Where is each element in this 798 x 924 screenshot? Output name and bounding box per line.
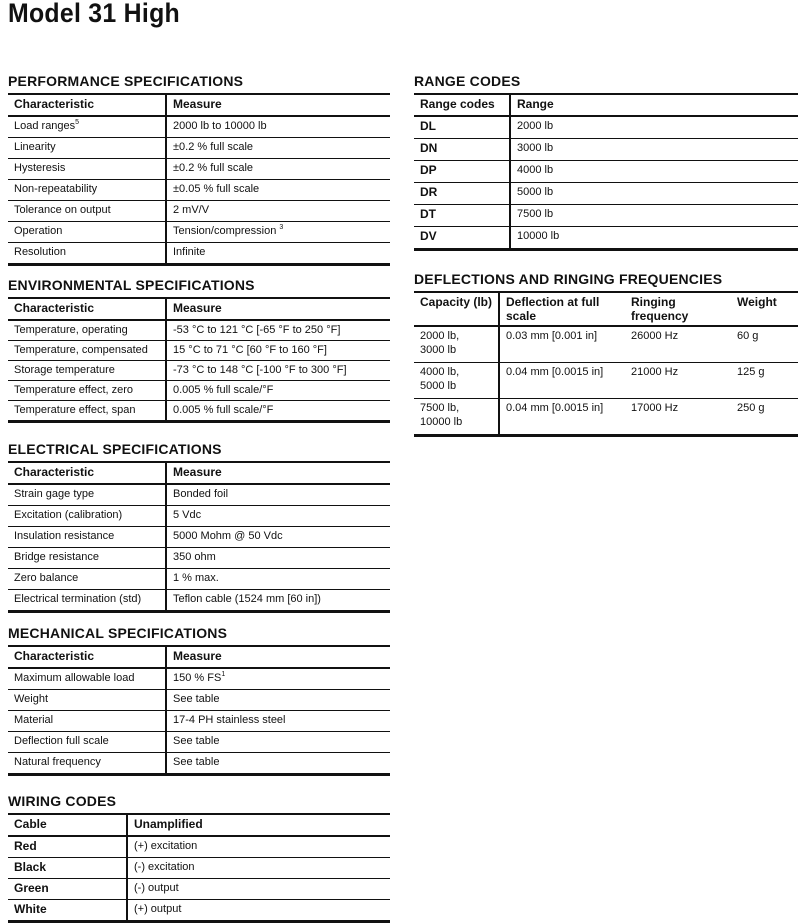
column-header: Measure: [166, 94, 390, 116]
table-row: [8, 753, 390, 775]
measure-cell: 2000 lb to 10000 lb: [166, 116, 390, 138]
measure-cell: ±0.2 % full scale: [166, 159, 390, 180]
range-cell: 10000 lb: [510, 227, 798, 250]
table-row: [414, 139, 798, 161]
range-code-cell: DP: [414, 161, 510, 183]
measure-cell: -53 °C to 121 °C [-65 °F to 250 °F]: [166, 320, 390, 341]
table-row: [8, 381, 390, 401]
table-row: [8, 320, 390, 341]
column-header: Measure: [166, 646, 390, 668]
range-cell: 2000 lb: [510, 116, 798, 139]
measure-cell: Bonded foil: [166, 484, 390, 506]
characteristic-cell: Natural frequency: [8, 753, 166, 775]
table-row: [8, 401, 390, 422]
characteristic-cell: Tolerance on output: [8, 201, 166, 222]
wiring-codes: [8, 793, 390, 923]
deflections-and-ringing-frequencies: [414, 271, 798, 437]
characteristic-cell: Operation: [8, 222, 166, 243]
range-cell: 3000 lb: [510, 139, 798, 161]
characteristic-cell: Insulation resistance: [8, 527, 166, 548]
environmental-table: [8, 297, 390, 423]
column-header: Cable: [8, 814, 127, 836]
characteristic-cell: Hysteresis: [8, 159, 166, 180]
weight-cell: 125 g: [731, 363, 798, 399]
mechanical-specifications: [8, 625, 390, 776]
cable-cell: Red: [8, 836, 127, 858]
range-code-cell: DR: [414, 183, 510, 205]
characteristic-cell: Zero balance: [8, 569, 166, 590]
measure-cell: ±0.05 % full scale: [166, 180, 390, 201]
capacity-cell: 4000 lb, 5000 lb: [414, 363, 499, 399]
column-header: Characteristic: [8, 298, 166, 320]
capacity-cell: 2000 lb, 3000 lb: [414, 326, 499, 363]
table-row: [8, 711, 390, 732]
column-header: Ringing frequency: [625, 292, 731, 326]
range-code-cell: DN: [414, 139, 510, 161]
footnote-marker: 3: [279, 224, 284, 231]
measure-cell: 2 mV/V: [166, 201, 390, 222]
characteristic-cell: Material: [8, 711, 166, 732]
column-header: Measure: [166, 298, 390, 320]
range-code-cell: DL: [414, 116, 510, 139]
characteristic-cell: Weight: [8, 690, 166, 711]
measure-cell: ±0.2 % full scale: [166, 138, 390, 159]
table-row: [414, 161, 798, 183]
ringing-cell: 26000 Hz: [625, 326, 731, 363]
table-row: [414, 183, 798, 205]
cable-cell: Green: [8, 879, 127, 900]
weight-cell: 250 g: [731, 399, 798, 436]
table-row: [414, 363, 798, 399]
column-header: Characteristic: [8, 94, 166, 116]
environmental-specifications: [8, 277, 390, 423]
table-row: [8, 548, 390, 569]
table-row: [8, 569, 390, 590]
section-heading: RANGE CODES: [414, 73, 521, 89]
table-row: [8, 900, 390, 922]
deflection-cell: 0.03 mm [0.001 in]: [499, 326, 625, 363]
range-code-cell: DV: [414, 227, 510, 250]
table-row: [414, 227, 798, 250]
wiring-cell: (-) excitation: [127, 858, 390, 879]
table-row: [8, 836, 390, 858]
characteristic-cell: Temperature, compensated: [8, 341, 166, 361]
column-header: Unamplified: [127, 814, 390, 836]
table-row: [8, 732, 390, 753]
footnote-marker: 1: [221, 671, 226, 678]
measure-cell: 1 % max.: [166, 569, 390, 590]
characteristic-cell: Excitation (calibration): [8, 506, 166, 527]
performance-table: [8, 93, 390, 266]
measure-cell: See table: [166, 690, 390, 711]
wiring-cell: (-) output: [127, 879, 390, 900]
ringing-cell: 21000 Hz: [625, 363, 731, 399]
measure-cell: Infinite: [166, 243, 390, 265]
ringing-cell: 17000 Hz: [625, 399, 731, 436]
section-heading: ENVIRONMENTAL SPECIFICATIONS: [8, 277, 255, 293]
column-header: Deflection at full scale: [499, 292, 625, 326]
measure-cell: 17-4 PH stainless steel: [166, 711, 390, 732]
range-code-cell: DT: [414, 205, 510, 227]
measure-cell: 350 ohm: [166, 548, 390, 569]
table-row: [8, 527, 390, 548]
table-row: [414, 205, 798, 227]
cable-cell: White: [8, 900, 127, 922]
characteristic-cell: Temperature effect, zero: [8, 381, 166, 401]
table-row: [8, 201, 390, 222]
range-cell: 7500 lb: [510, 205, 798, 227]
section-heading: DEFLECTIONS AND RINGING FREQUENCIES: [414, 271, 723, 287]
measure-cell: See table: [166, 732, 390, 753]
page-title: Model 31 High: [8, 0, 180, 28]
column-header: Weight: [731, 292, 798, 326]
characteristic-cell: Bridge resistance: [8, 548, 166, 569]
footnote-marker: 5: [75, 119, 80, 126]
capacity-cell: 7500 lb, 10000 lb: [414, 399, 499, 436]
table-row: [8, 180, 390, 201]
characteristic-cell: Load ranges$^5$: [8, 116, 166, 138]
measure-cell: 5000 Mohm @ 50 Vdc: [166, 527, 390, 548]
measure-cell: 150 % $FS^1$: [166, 668, 390, 690]
table-row: [8, 879, 390, 900]
measure-cell: See table: [166, 753, 390, 775]
deflection-cell: 0.04 mm [0.0015 in]: [499, 363, 625, 399]
weight-cell: 60 g: [731, 326, 798, 363]
column-header: Range codes: [414, 94, 510, 116]
characteristic-cell: Strain gage type: [8, 484, 166, 506]
section-heading: ELECTRICAL SPECIFICATIONS: [8, 441, 222, 457]
range-codes: [414, 73, 798, 251]
table-row: [8, 484, 390, 506]
table-row: [8, 222, 390, 243]
table-row: [414, 399, 798, 436]
characteristic-cell: Maximum allowable load: [8, 668, 166, 690]
table-row: [8, 341, 390, 361]
table-row: [8, 668, 390, 690]
electrical-specifications: [8, 441, 390, 613]
section-heading: MECHANICAL SPECIFICATIONS: [8, 625, 228, 641]
wiring-cell: (+) output: [127, 900, 390, 922]
measure-cell: 0.005 % full scale/°F: [166, 401, 390, 422]
measure-cell: Teflon cable (1524 mm [60 in]): [166, 590, 390, 612]
characteristic-cell: Temperature effect, span: [8, 401, 166, 422]
column-header: Range: [510, 94, 798, 116]
characteristic-cell: Deflection full scale: [8, 732, 166, 753]
characteristic-cell: Resolution: [8, 243, 166, 265]
section-heading: PERFORMANCE SPECIFICATIONS: [8, 73, 244, 89]
measure-cell: 15 °C to 71 °C [60 °F to 160 °F]: [166, 341, 390, 361]
characteristic-cell: Electrical termination (std): [8, 590, 166, 612]
deflections-table: [414, 291, 798, 437]
column-header: Capacity (lb): [414, 292, 499, 326]
range-codes-table: [414, 93, 798, 251]
table-row: [8, 506, 390, 527]
characteristic-cell: Linearity: [8, 138, 166, 159]
section-heading: WIRING CODES: [8, 793, 117, 809]
column-header: Characteristic: [8, 646, 166, 668]
table-row: [8, 590, 390, 612]
table-row: [8, 159, 390, 180]
column-header: Characteristic: [8, 462, 166, 484]
column-header: Measure: [166, 462, 390, 484]
electrical-table: [8, 461, 390, 613]
performance-specifications: [8, 73, 390, 266]
table-row: [414, 116, 798, 139]
table-row: [414, 326, 798, 363]
characteristic-cell: Non-repeatability: [8, 180, 166, 201]
table-row: [8, 116, 390, 138]
measure-cell: 5 Vdc: [166, 506, 390, 527]
table-row: [8, 858, 390, 879]
measure-cell: 0.005 % full scale/°F: [166, 381, 390, 401]
table-row: [8, 690, 390, 711]
characteristic-cell: Storage temperature: [8, 361, 166, 381]
table-row: [8, 138, 390, 159]
range-cell: 4000 lb: [510, 161, 798, 183]
deflection-cell: 0.04 mm [0.0015 in]: [499, 399, 625, 436]
wiring-table: [8, 813, 390, 923]
range-cell: 5000 lb: [510, 183, 798, 205]
mechanical-table: [8, 645, 390, 776]
table-row: [8, 243, 390, 265]
table-row: [8, 361, 390, 381]
measure-cell: Tension/compression $^3$: [166, 222, 390, 243]
cable-cell: Black: [8, 858, 127, 879]
characteristic-cell: Temperature, operating: [8, 320, 166, 341]
measure-cell: -73 °C to 148 °C [-100 °F to 300 °F]: [166, 361, 390, 381]
wiring-cell: (+) excitation: [127, 836, 390, 858]
